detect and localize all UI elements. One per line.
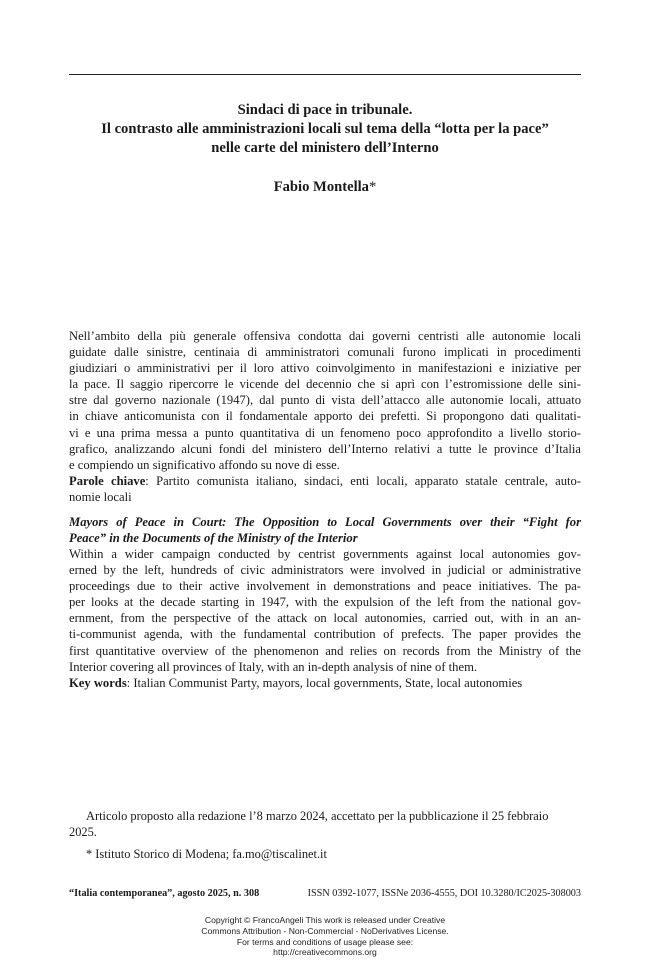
abstract-line: giudiziari o amministrativi per il loro attivo coinvolgimento in manifestazioni e iniziative per: [69, 361, 581, 376]
title-line: Sindaci di pace in tribunale.: [237, 102, 413, 118]
keywords-text-continued: nomie locali: [69, 489, 132, 504]
title-line: Il contrasto alle amministrazioni locali sul tema della “lotta per la pace”: [101, 121, 549, 137]
author-footnote-marker: *: [368, 179, 377, 195]
keywords-italian: [69, 473, 581, 489]
english-title-line: Mayors of Peace in Court: The Opposition to Local Governments over their “Fight for: [69, 515, 581, 529]
abstract-line: ti-communist agenda, with the fundamental contribution of prefects. The paper provides the: [69, 627, 581, 642]
keywords-label: Parole chiave: [69, 473, 146, 488]
affiliation-text: * Istituto Storico di Modena; fa.mo@tiscalinet.it: [86, 847, 327, 861]
abstract-line: per looks at the decade starting in 1947, with the expulsion of the left from the national gov-: [69, 595, 581, 610]
abstract-line: vi e una prima messa a punto quantitativa di un fenomeno poco approfondito a livello storio-: [69, 425, 581, 440]
journal-citation: “Italia contemporanea”, agosto 2025, n. 308: [69, 888, 260, 899]
keywords-label: Key words: [69, 675, 127, 690]
abstract-line: Nell’ambito della più generale offensiva condotta dai governi centristi alle autonomie locali: [69, 329, 581, 343]
abstract-english: [69, 546, 581, 691]
affiliation-note: [69, 846, 581, 862]
submission-line: Articolo proposto alla redazione l’8 marzo 2024, accettato per la pubblicazione il 25 febbraio: [86, 809, 549, 823]
keywords-english: [69, 675, 581, 691]
abstract-line: guidate dalle sinistre, centinaia di amministratori comunali furono implicati in procedimenti: [69, 345, 581, 360]
abstract-line: ernment, from the perspective of the attack on local autonomies, carried out, with in an an-: [69, 611, 581, 626]
article-title: [69, 101, 581, 158]
abstract-line: grafico, analizzando alcuni fondi del ministero dell’Interno relativi a tutte le province d’Italia: [69, 441, 581, 456]
abstract-line: proceedings due to their active involvement in demonstrations and peace initiatives. The pa-: [69, 579, 581, 594]
abstract-line: la pace. Il saggio ripercorre le vicende del decennio che si aprì con l’estromissione delle sini-: [69, 377, 581, 392]
license-notice: [150, 915, 500, 958]
abstract-italian: [69, 328, 581, 505]
license-line: Commons Attribution - Non-Commercial - NoDerivatives License.: [201, 925, 449, 936]
abstract-line: erned by the left, hundreds of civic administrators were involved in judicial or administrative: [69, 563, 581, 578]
abstract-line: e compiendo un significativo affondo su nove di esse.: [69, 457, 340, 472]
submission-note: [69, 808, 581, 840]
license-line: Copyright © FrancoAngeli This work is released under Creative: [204, 915, 446, 925]
keywords-text: : Partito comunista italiano, sindaci, enti locali, apparato statale centrale, auto-: [145, 473, 581, 488]
abstract-line: first quantitative overview of the phenomenon and relies on records from the Ministry of the: [69, 643, 581, 658]
keywords-text: : Italian Communist Party, mayors, local governments, State, local autonomies: [126, 675, 523, 690]
license-line: For terms and conditions of usage please see:: [236, 936, 414, 947]
author-name: Fabio Montella: [273, 179, 369, 195]
english-title: [69, 514, 581, 546]
license-link[interactable]: http://creativecommons.org: [273, 947, 377, 958]
author-line: [69, 178, 581, 197]
abstract-line: stre dal governo nazionale (1947), dal punto di vista dell’attacco alle autonomie locali, attuato: [69, 393, 581, 408]
abstract-line: in chiave anticomunista con il fondamentale apporto dei prefetti. Si propongono dati qualitati-: [69, 409, 581, 424]
title-line: nelle carte del ministero dell’Interno: [211, 140, 439, 156]
english-title-line: Peace” in the Documents of the Ministry of the Interior: [69, 531, 358, 546]
issn-doi: ISSN 0392-1077, ISSNe 2036-4555, DOI 10.3280/IC2025-308003: [307, 888, 581, 899]
abstract-line: Within a wider campaign conducted by centrist governments against local autonomies gov-: [69, 547, 581, 561]
header-rule: [69, 74, 581, 75]
submission-line: 2025.: [69, 825, 97, 839]
abstract-line: Interior covering all provinces of Italy, with an in-depth analysis of nine of them.: [69, 659, 478, 674]
